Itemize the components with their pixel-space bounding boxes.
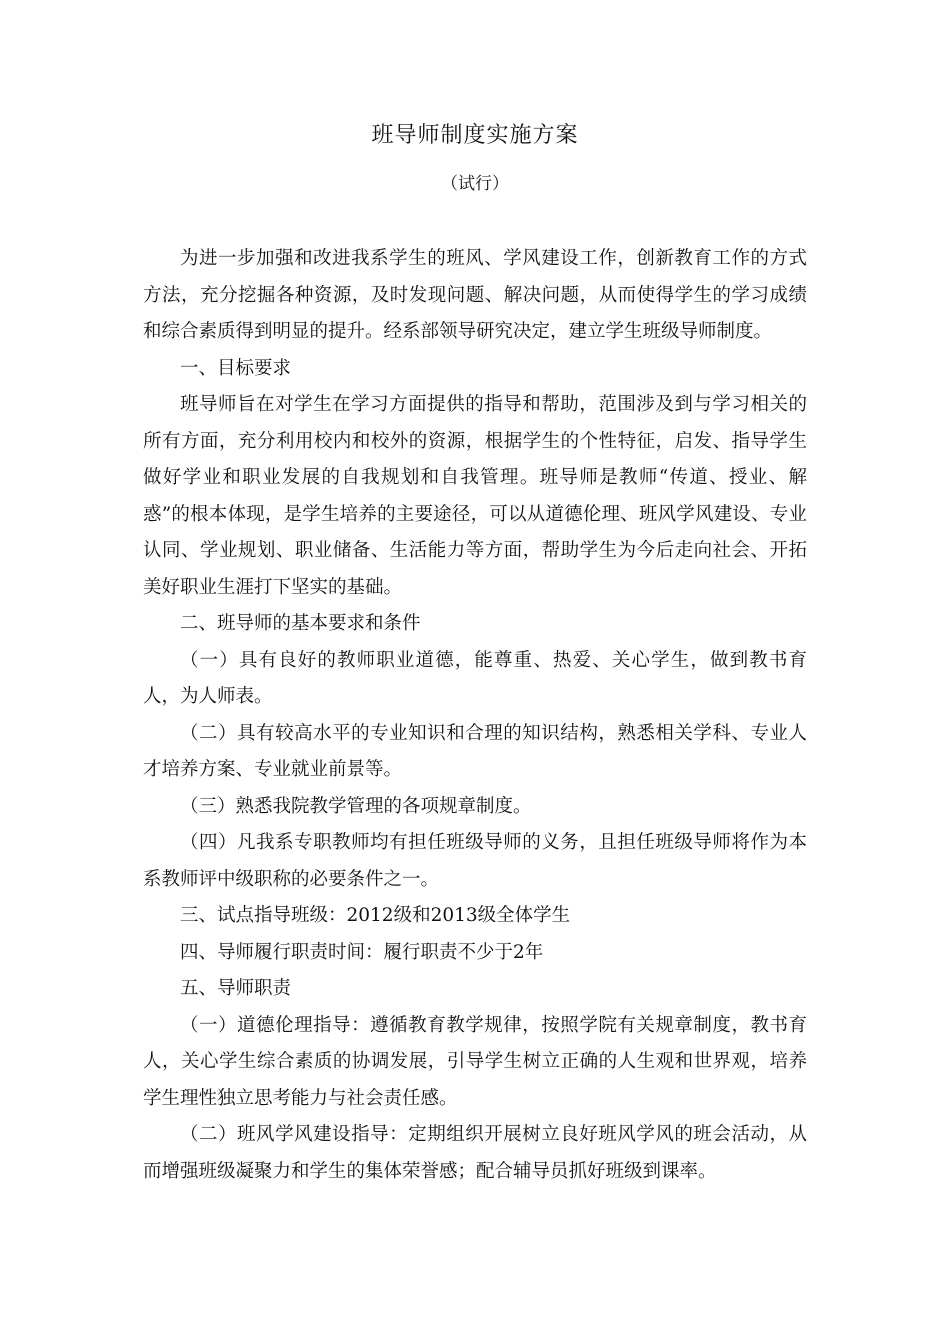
requirement-item-3: （三）熟悉我院教学管理的各项规章制度。 (180, 795, 532, 817)
section-heading-pilot-classes: 三、试点指导班级：2012级和2013级全体学生 (180, 905, 571, 926)
duty-item-1: （一）道德伦理指导：遵循教育教学规律，按照学院有关规章制度，教书育人，关心学生综合素质的协调发展，引导学生树立正确的人生观和世界观，培养学生理性独立思考能力与社会责任感。 (143, 1014, 807, 1109)
section-heading-requirements: 二、班导师的基本要求和条件 (180, 613, 421, 634)
document-title: 班导师制度实施方案 (371, 123, 579, 148)
section-heading-goals: 一、目标要求 (180, 357, 292, 379)
intro-paragraph: 为进一步加强和改进我系学生的班风、学风建设工作，创新教育工作的方式方法，充分挖掘各种资源，及时发现问题、解决问题，从而使得学生的学习成绩和综合素质得到明显的提升。经系部领导研究决定，建立学生班级导师制度。 (143, 248, 807, 342)
duty-item-2: （二）班风学风建设指导：定期组织开展树立良好班风学风的班会活动，从而增强班级凝聚力和学生的集体荣誉感；配合辅导员抓好班级到课率。 (143, 1124, 807, 1182)
section-heading-duties: 五、导师职责 (180, 978, 292, 999)
goals-paragraph: 班导师旨在对学生在学习方面提供的指导和帮助，范围涉及到与学习相关的所有方面，充分利用校内和校外的资源，根据学生的个性特征，启发、指导学生做好学业和职业发展的自我规划和自我管理。班导师是教师“传道、授业、解惑”的根本体现，是学生培养的主要途径，可以从道德伦理、班风学风建设、专业认同、学业规划、职业储备、生活能力等方面，帮助学生为今后走向社会、开拓美好职业生涯打下坚实的基础。 (143, 394, 807, 598)
section-heading-duty-period: 四、导师履行职责时间：履行职责不少于2年 (180, 941, 544, 963)
requirement-item-4: （四）凡我系专职教师均有担任班级导师的义务，且担任班级导师将作为本系教师评中级职称的必要条件之一。 (143, 832, 807, 890)
requirement-item-1: （一）具有良好的教师职业道德，能尊重、热爱、关心学生，做到教书育人，为人师表。 (143, 649, 807, 707)
document-body (143, 241, 807, 1190)
document-subtitle: （试行） (441, 174, 509, 194)
requirement-item-2: （二）具有较高水平的专业知识和合理的知识结构，熟悉相关学科、专业人才培养方案、专业就业前景等。 (143, 722, 807, 780)
